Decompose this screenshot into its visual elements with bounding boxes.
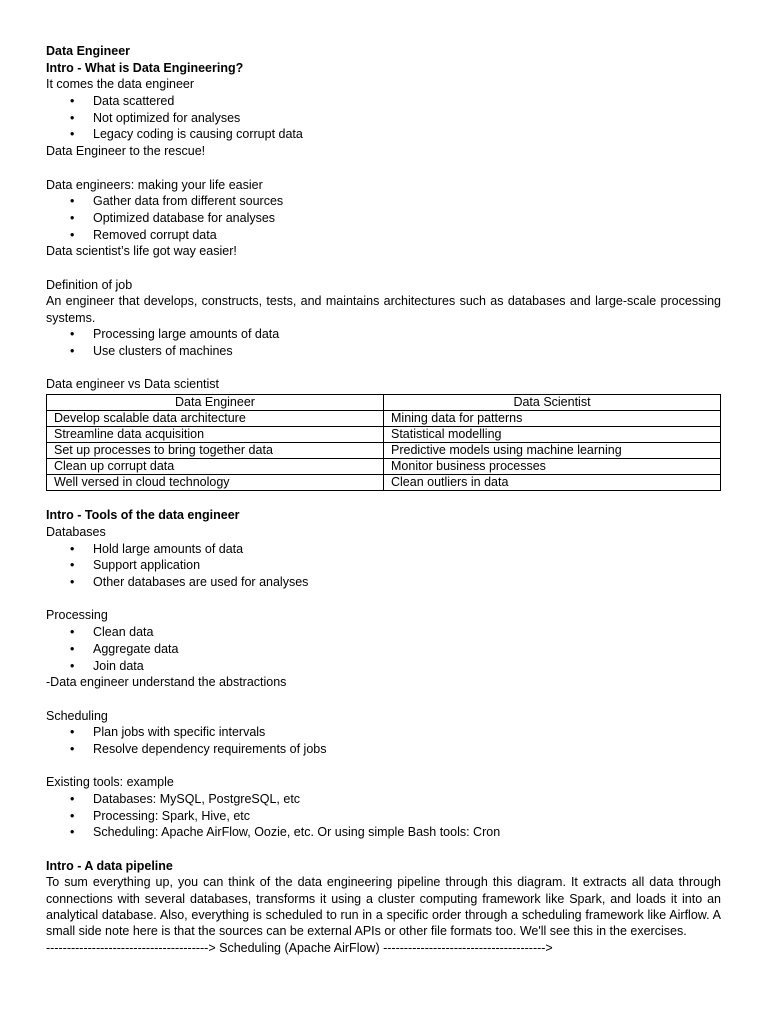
- bullet-icon: •: [70, 541, 75, 556]
- bullet-icon: •: [70, 343, 75, 358]
- table-cell: Streamline data acquisition: [47, 426, 384, 442]
- definition-heading: Definition of job: [46, 277, 133, 292]
- pipeline-arrow: ---------------------------------------> Scheduling (Apache AirFlow) --------------------------------------->: [46, 940, 553, 955]
- scheduling-list: [46, 724, 721, 757]
- problem-list: [46, 93, 721, 143]
- bullet-icon: •: [70, 741, 75, 756]
- list-item: • Databases: MySQL, PostgreSQL, etc: [70, 792, 301, 807]
- table-cell: Develop scalable data architecture: [47, 410, 384, 426]
- column-header-data-scientist: Data Scientist: [384, 394, 721, 410]
- bullet-icon: •: [70, 127, 75, 142]
- existing-tools-list: [46, 791, 721, 841]
- bullet-icon: •: [70, 110, 75, 125]
- list-item: • Clean data: [70, 625, 154, 640]
- bullet-icon: •: [70, 658, 75, 673]
- bullet-icon: •: [70, 625, 75, 640]
- comparison-table: [46, 394, 721, 491]
- table-cell: Well versed in cloud technology: [47, 474, 384, 490]
- list-item: • Scheduling: Apache AirFlow, Oozie, etc. Or using simple Bash tools: Cron: [70, 825, 501, 840]
- table-row: [47, 442, 721, 458]
- list-item: • Support application: [70, 558, 201, 573]
- intro-closing: Data Engineer to the rescue!: [46, 144, 206, 159]
- definition-list: [46, 326, 721, 359]
- comparison-caption: Data engineer vs Data scientist: [46, 376, 220, 391]
- list-item: • Plan jobs with specific intervals: [70, 725, 266, 740]
- definition-text: An engineer that develops, constructs, tests, and maintains architectures such as databases and large-scale processing systems.: [46, 294, 721, 325]
- table-cell: Clean up corrupt data: [47, 458, 384, 474]
- list-item: • Aggregate data: [70, 641, 179, 656]
- list-item: • Gather data from different sources: [70, 194, 284, 209]
- list-item: • Not optimized for analyses: [70, 110, 241, 125]
- bullet-icon: •: [70, 210, 75, 225]
- bullet-icon: •: [70, 641, 75, 656]
- list-item: • Processing large amounts of data: [70, 326, 280, 341]
- processing-note: -Data engineer understand the abstractions: [46, 675, 287, 690]
- table-header-row: [47, 394, 721, 410]
- bullet-icon: •: [70, 194, 75, 209]
- list-item: • Other databases are used for analyses: [70, 575, 309, 590]
- table-cell: Monitor business processes: [384, 458, 721, 474]
- easier-closing: Data scientist’s life got way easier!: [46, 244, 237, 259]
- section-heading-data-pipeline: Intro - A data pipeline: [46, 858, 173, 873]
- list-item: • Hold large amounts of data: [70, 541, 244, 556]
- table-row: [47, 426, 721, 442]
- bullet-icon: •: [70, 825, 75, 840]
- spacer: [46, 591, 721, 608]
- table-row: [47, 474, 721, 490]
- list-item: • Data scattered: [70, 94, 175, 109]
- table-cell: Statistical modelling: [384, 426, 721, 442]
- intro-lead: It comes the data engineer: [46, 77, 195, 92]
- list-item: • Processing: Spark, Hive, etc: [70, 808, 251, 823]
- table-cell: Mining data for patterns: [384, 410, 721, 426]
- processing-lead: Processing: [46, 608, 108, 623]
- list-item: • Optimized database for analyses: [70, 210, 276, 225]
- document-page: [46, 43, 721, 956]
- spacer: [46, 691, 721, 708]
- pipeline-text: To sum everything up, you can think of the data engineering pipeline through this diagram. It extracts all data through connections with several databases, transforms it using a cluster computing framework like Spark, and loads it into an analytical database. Also, everything is scheduled to run in a specific order through a scheduling framework like Airflow. A small side note here is that the sources can be external APIs or other file formats too. We'll see this in the exercises.: [46, 875, 721, 939]
- table-row: [47, 410, 721, 426]
- list-item: • Join data: [70, 658, 144, 673]
- bullet-icon: •: [70, 558, 75, 573]
- table-cell: Clean outliers in data: [384, 474, 721, 490]
- list-item: • Resolve dependency requirements of jobs: [70, 741, 327, 756]
- section-heading-what-is-data-engineering: Intro - What is Data Engineering?: [46, 60, 244, 75]
- bullet-icon: •: [70, 575, 75, 590]
- bullet-icon: •: [70, 808, 75, 823]
- section-heading-tools: Intro - Tools of the data engineer: [46, 508, 240, 523]
- column-header-data-engineer: Data Engineer: [47, 394, 384, 410]
- scheduling-lead: Scheduling: [46, 708, 108, 723]
- spacer: [46, 758, 721, 775]
- list-item: • Legacy coding is causing corrupt data: [70, 127, 303, 142]
- bullet-icon: •: [70, 792, 75, 807]
- databases-list: [46, 541, 721, 591]
- existing-tools-lead: Existing tools: example: [46, 775, 174, 790]
- list-item: • Use clusters of machines: [70, 343, 233, 358]
- spacer: [46, 359, 721, 376]
- spacer: [46, 841, 721, 858]
- bullet-icon: •: [70, 326, 75, 341]
- processing-list: [46, 624, 721, 674]
- benefit-list: [46, 193, 721, 243]
- table-cell: Set up processes to bring together data: [47, 442, 384, 458]
- bullet-icon: •: [70, 94, 75, 109]
- spacer: [46, 160, 721, 177]
- spacer: [46, 260, 721, 277]
- list-item: • Removed corrupt data: [70, 227, 217, 242]
- spacer: [46, 491, 721, 508]
- databases-lead: Databases: [46, 525, 106, 540]
- table-cell: Predictive models using machine learning: [384, 442, 721, 458]
- table-row: [47, 458, 721, 474]
- bullet-icon: •: [70, 227, 75, 242]
- document-title: Data Engineer: [46, 44, 131, 58]
- easier-lead: Data engineers: making your life easier: [46, 177, 263, 192]
- bullet-icon: •: [70, 725, 75, 740]
